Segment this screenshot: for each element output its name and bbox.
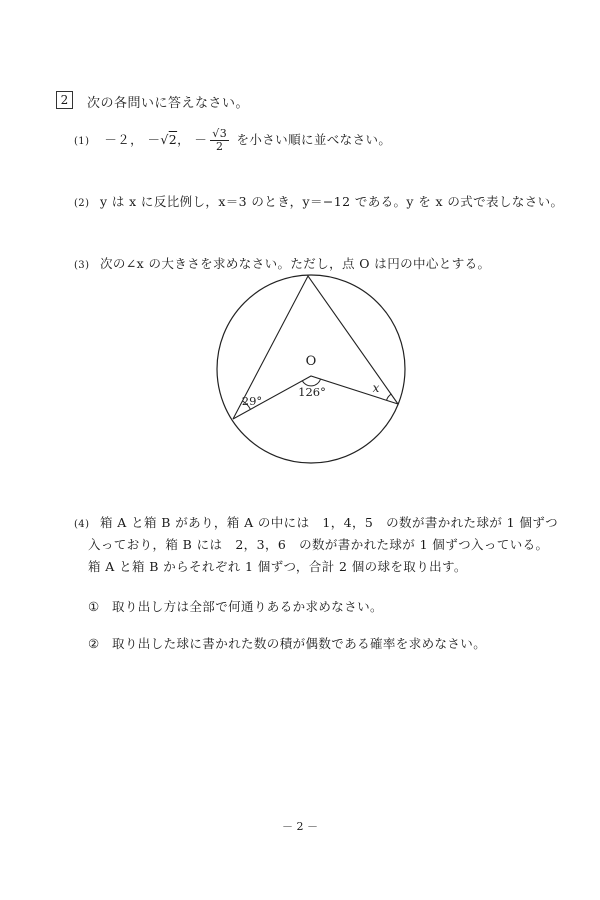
q1-term-a: －２， (104, 132, 144, 147)
subquestion-1-text: 取り出し方は全部で何通りあるか求めなさい。 (112, 599, 383, 614)
q1-fraction-denominator: 2 (215, 140, 224, 153)
angle-arc-right (387, 394, 392, 401)
subquestion-1-label: ① (88, 599, 100, 614)
section-heading: 次の各問いに答えなさい。 (87, 96, 250, 111)
angle-label-29: 29° (241, 394, 263, 408)
subquestion-1 (88, 597, 383, 615)
question-4-line-3: 箱 A と箱 B からそれぞれ 1 個ずつ，合計 2 個の球を取り出す。 (88, 559, 467, 574)
question-4-line-1 (74, 513, 558, 531)
question-4-text-1: 箱 A と箱 B があり，箱 A の中には 1，4，5 の数が書かれた球が 1 個ずつ (100, 515, 559, 530)
q1-fraction-numerator: √3 (212, 127, 228, 140)
angle-label-126: 126° (298, 385, 326, 399)
angle-label-x: x (372, 381, 380, 395)
center-label-O: O (305, 354, 317, 369)
q1-term-c-sign: － (194, 132, 208, 147)
question-3-label: (3) (74, 260, 90, 271)
question-2-text: y は x に反比例し，x＝3 のとき，y＝−12 である。y を x の式で表しなさい。 (100, 194, 564, 209)
question-3-text: 次の∠x の大きさを求めなさい。ただし，点 O は円の中心とする。 (100, 256, 491, 271)
page-number: － 2 － (282, 820, 318, 833)
question-1-label: (1) (74, 136, 90, 147)
question-4-label: (4) (74, 519, 90, 530)
subquestion-2 (88, 634, 486, 652)
subquestion-2-text: 取り出した球に書かれた数の積が偶数である確率を求めなさい。 (112, 636, 487, 651)
q1-term-b-sign: － (147, 132, 161, 147)
circle (217, 275, 405, 463)
q1-radicand: 2 (168, 132, 178, 147)
question-2-label: (2) (74, 198, 90, 209)
question-4-line-2: 入っており，箱 B には 2，3，6 の数が書かれた球が 1 個ずつ入っている。 (88, 537, 549, 552)
subquestion-2-label: ② (88, 636, 100, 651)
q1-instruction: を小さい順に並べなさい。 (236, 132, 392, 147)
q1-comma: ， (177, 132, 190, 147)
q1-radical-sign: √ (160, 132, 169, 147)
section-number-box: 2 (56, 91, 73, 109)
